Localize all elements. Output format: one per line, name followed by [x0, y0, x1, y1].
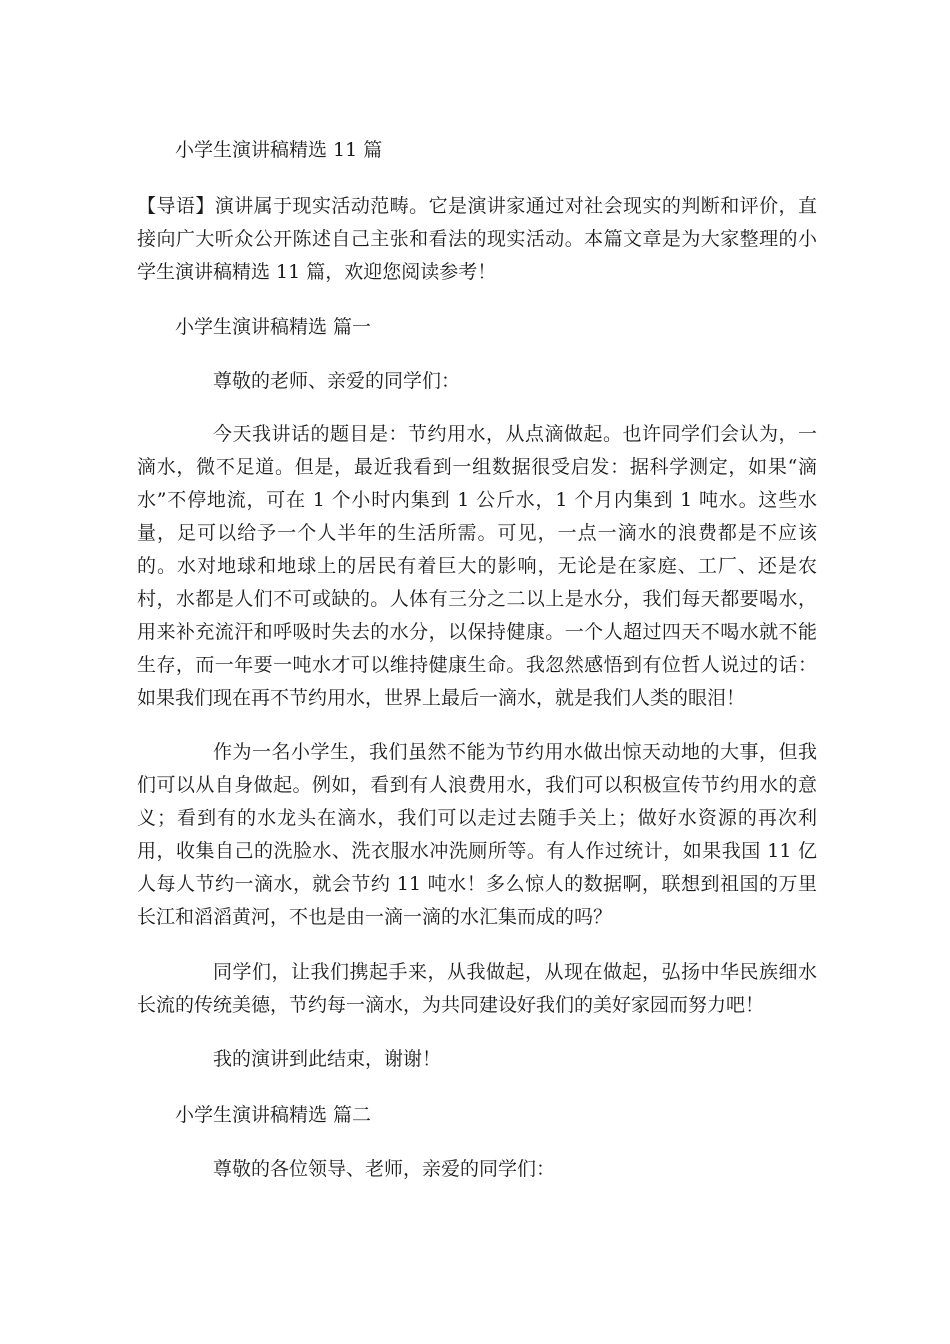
salutation-2: 尊敬的各位领导、老师，亲爱的同学们：: [213, 1158, 556, 1180]
section-heading-1: 小学生演讲稿精选 篇一: [175, 316, 372, 338]
intro-paragraph: 【导语】演讲属于现实活动范畴。它是演讲家通过对社会现实的判断和评价，直接向广大听众公开陈述自己主张和看法的现实活动。本篇文章是为大家整理的小学生演讲稿精选 11 篇，欢迎您阅读参考！: [137, 195, 817, 283]
salutation-1: 尊敬的老师、亲爱的同学们：: [213, 370, 461, 392]
body-paragraph-3: 同学们，让我们携起手来，从我做起，从现在做起，弘扬中华民族细水长流的传统美德，节约每一滴水，为共同建设好我们的美好家园而努力吧！: [137, 961, 817, 1016]
document-title: 小学生演讲稿精选 11 篇: [175, 139, 383, 161]
closing-1: 我的演讲到此结束，谢谢！: [213, 1048, 442, 1070]
body-paragraph-1: 今天我讲话的题目是：节约用水，从点滴做起。也许同学们会认为，一滴水，微不足道。但是，最近我看到一组数据很受启发：据科学测定，如果“滴水”不停地流，可在 1 个小时内集到 1 公斤水，1 个月内集到 1 吨水。这些水量，足可以给予一个人半年的生活所需。可见，一点一滴水的浪费都是不应该的。水对地球和地球上的居民有着巨大的影响，无论是在家庭、工厂、还是农村，水都是人们不可或缺的。人体有三分之二以上是水分，我们每天都要喝水，用来补充流汗和呼吸时失去的水分，以保持健康。一个人超过四天不喝水就不能生存，而一年要一吨水才可以维持健康生命。我忽然感悟到有位哲人说过的话：如果我们现在再不节约用水，世界上最后一滴水，就是我们人类的眼泪！: [137, 423, 817, 709]
body-paragraph-2: 作为一名小学生，我们虽然不能为节约用水做出惊天动地的大事，但我们可以从自身做起。例如，看到有人浪费用水，我们可以积极宣传节约用水的意义；看到有的水龙头在滴水，我们可以走过去随手关上；做好水资源的再次利用，收集自己的洗脸水、洗衣服水冲洗厕所等。有人作过统计，如果我国 11 亿人每人节约一滴水，就会节约 11 吨水！多么惊人的数据啊，联想到祖国的万里长江和滔滔黄河，不也是由一滴一滴的水汇集而成的吗？: [137, 741, 817, 928]
section-heading-2: 小学生演讲稿精选 篇二: [175, 1104, 372, 1126]
